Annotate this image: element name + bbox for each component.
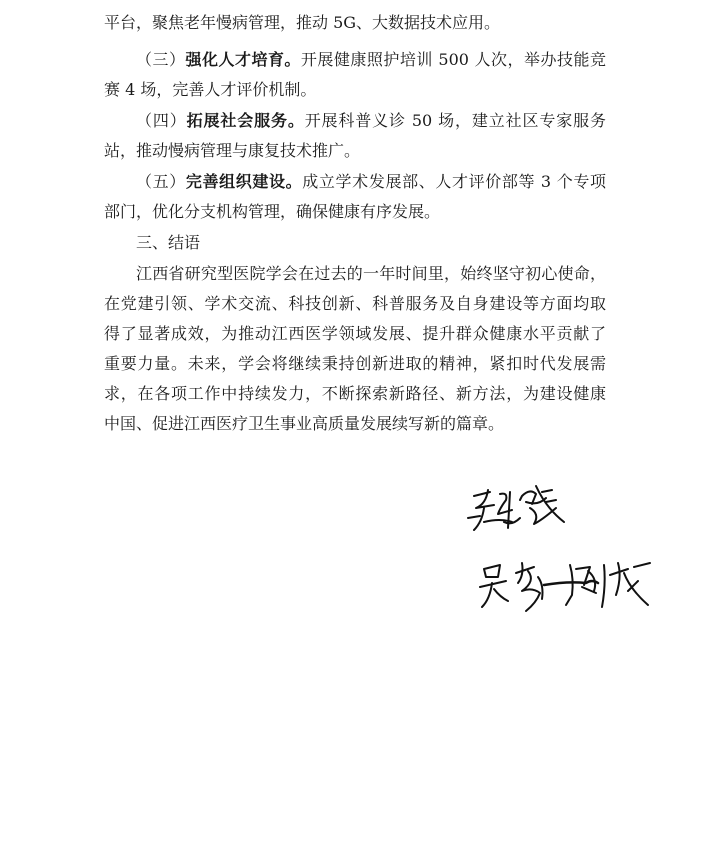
- text-line: 站，推动慢病管理与康复技术推广。: [104, 141, 361, 160]
- handwritten-signature: [460, 478, 580, 538]
- list-item-4: [136, 110, 606, 132]
- text-line: 重要力量。未来，学会将继续秉持创新进取的精神，紧扣时代发展需: [104, 354, 606, 373]
- item-heading: 完善组织建设。: [185, 172, 303, 191]
- text-line: 中国、促进江西医疗卫生事业高质量发展续写新的篇章。: [104, 414, 505, 433]
- text-line: 部门，优化分支机构管理，确保健康有序发展。: [104, 202, 441, 221]
- item-heading: 强化人才培育。: [185, 50, 301, 69]
- list-item-5: [136, 171, 606, 193]
- text-line: 在党建引领、学术交流、科技创新、科普服务及自身建设等方面均取: [104, 294, 606, 313]
- item-text: 成立学术发展部、人才评价部等 3 个专项: [302, 172, 606, 191]
- section-heading: 三、结语: [136, 233, 201, 252]
- text-line: 平台，聚焦老年慢病管理，推动 5G、大数据技术应用。: [104, 13, 501, 32]
- item-text: 开展健康照护培训 500 人次，举办技能竞: [300, 50, 606, 69]
- text-line: 江西省研究型医院学会在过去的一年时间里，始终坚守初心使命，: [136, 264, 606, 283]
- item-number: （三）: [136, 50, 186, 69]
- item-number: （四）: [136, 111, 187, 130]
- item-heading: 拓展社会服务。: [186, 111, 305, 130]
- item-text: 开展科普义诊 50 场，建立社区专家服务: [304, 111, 606, 130]
- text-line: 求，在各项工作中持续发力，不断探索新路径、新方法，为建设健康: [104, 384, 606, 403]
- item-number: （五）: [136, 172, 186, 191]
- list-item-3: [136, 49, 606, 71]
- text-line: 得了显著成效，为推动江西医学领域发展、提升群众健康水平贡献了: [104, 324, 606, 343]
- text-line: 赛 4 场，完善人才评价机制。: [104, 80, 317, 99]
- handwritten-signature: [478, 555, 660, 625]
